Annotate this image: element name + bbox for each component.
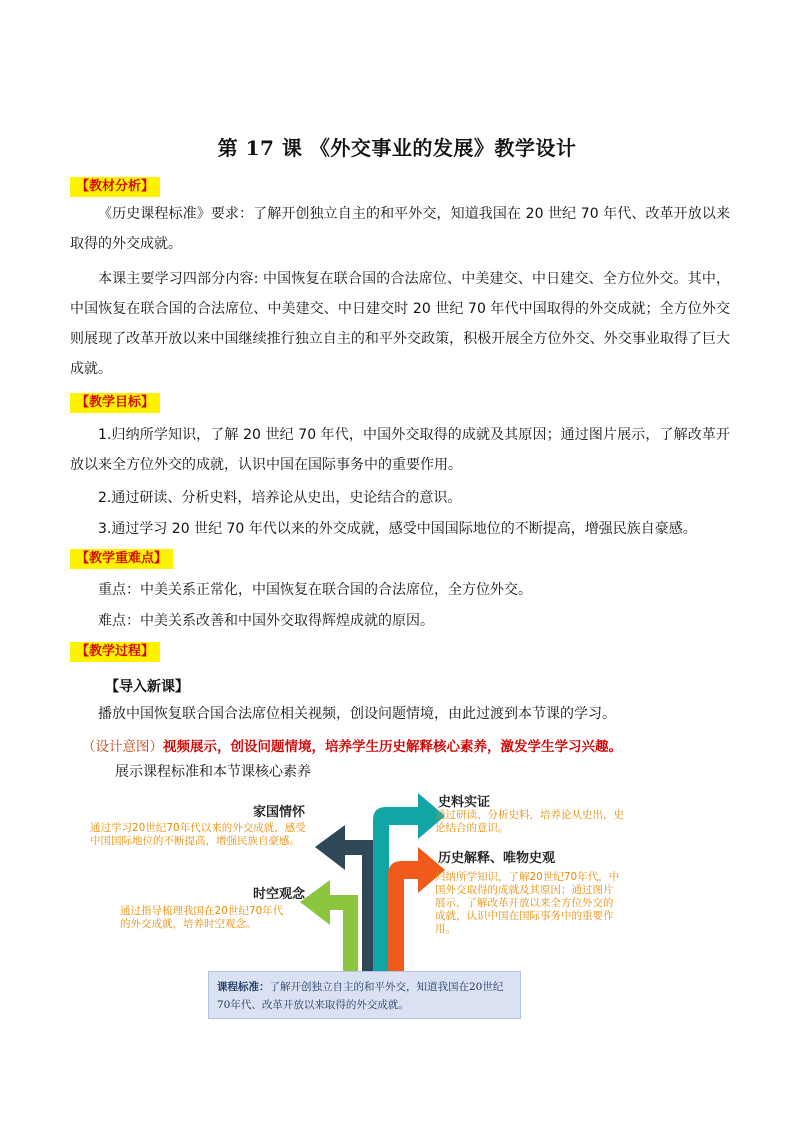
difficult-point-text: 难点：中美关系改善和中国外交取得辉煌成就的原因。: [98, 613, 434, 629]
design-intent: [82, 735, 622, 755]
analysis-paragraph-1: 《历史课程标准》要求：了解开创独立自主的和平外交，知道我国在 20 世纪 70 年代、改革开放以来取得的外交成就。: [70, 206, 730, 252]
time-literacy-text: 通过指导梳理我国在20世纪70年代的外交成就，培养时空观念。: [120, 905, 284, 930]
course-standard-box: [208, 971, 521, 1019]
analysis-paragraph-2: 本课主要学习四部分内容: 中国恢复在联合国的合法席位、中美建交、中日建交、全方位外交。其中，中国恢复在联合国的合法席位、中美建交、中日建交时 20 世纪 70 年代中国取得的外交成就；全方位外交则展现了改革开放以来中国继续推行独立自主的和平外交政策，积极开展全方位外交、外交事业取得了巨大成就。: [70, 271, 730, 377]
goal-item-2: 2.通过研读、分析史料，培养论从史出，史论结合的意识。: [98, 490, 462, 506]
design-intent-lead: （设计意图）: [82, 739, 163, 755]
core-literacy-diagram: [90, 785, 640, 1025]
key-point-text: 重点：中美关系正常化，中国恢复在联合国的合法席位，全方位外交。: [98, 582, 532, 598]
section-tag-key-points: 【教学重难点】: [70, 549, 173, 569]
course-standard-text: 了解开创独立自主的和平外交，知道我国在20世纪70年代、改革开放以来取得的外交成就。: [217, 981, 504, 1011]
page-title: 第 17 课 《外交事业的发展》教学设计: [217, 136, 577, 160]
goal-item-1: 1.归纳所学知识，了解 20 世纪 70 年代，中国外交取得的成就及其原因；通过图片展示，了解改革开放以来全方位外交的成就，认识中国在国际事务中的重要作用。: [70, 427, 730, 473]
course-standard-label: 课程标准：: [217, 981, 270, 993]
interpretation-literacy-text: 归纳所学知识，了解20世纪70年代，中国外交取得的成就及其原因；通过图片展示，了解改革开放以来全方位外交的成就，认识中国在国际事务中的重要作用。: [435, 871, 620, 935]
section-tag-analysis: 【教材分析】: [70, 177, 160, 197]
interpretation-literacy-title: 历史解释、唯物史观: [438, 851, 556, 866]
intro-text: 播放中国恢复联合国合法席位相关视频，创设问题情境，由此过渡到本节课的学习。: [98, 706, 616, 722]
section-tag-goals: 【教学目标】: [70, 393, 160, 413]
time-literacy-title: 时空观念: [253, 887, 306, 902]
show-standard-text: 展示课程标准和本节课核心素养: [115, 764, 311, 780]
evidence-literacy-text: 通过研读、分析史料，培养论从史出，史论结合的意识。: [435, 809, 624, 834]
goal-item-3: 3.通过学习 20 世纪 70 年代以来的外交成就，感受中国国际地位的不断提高，增强民族自豪感。: [98, 521, 697, 537]
home-literacy-title: 家国情怀: [253, 805, 306, 820]
section-tag-process: 【教学过程】: [70, 642, 160, 662]
design-intent-text: 视频展示，创设问题情境，培养学生历史解释核心素养，激发学生学习兴趣。: [163, 739, 622, 755]
evidence-literacy-title: 史料实证: [438, 795, 491, 810]
home-literacy-text: 通过学习20世纪70年代以来的外交成就，感受中国国际地位的不断提高，增强民族自豪感。: [90, 822, 306, 847]
intro-heading: 【导入新课】: [105, 679, 189, 695]
green-arrow: [300, 880, 358, 985]
